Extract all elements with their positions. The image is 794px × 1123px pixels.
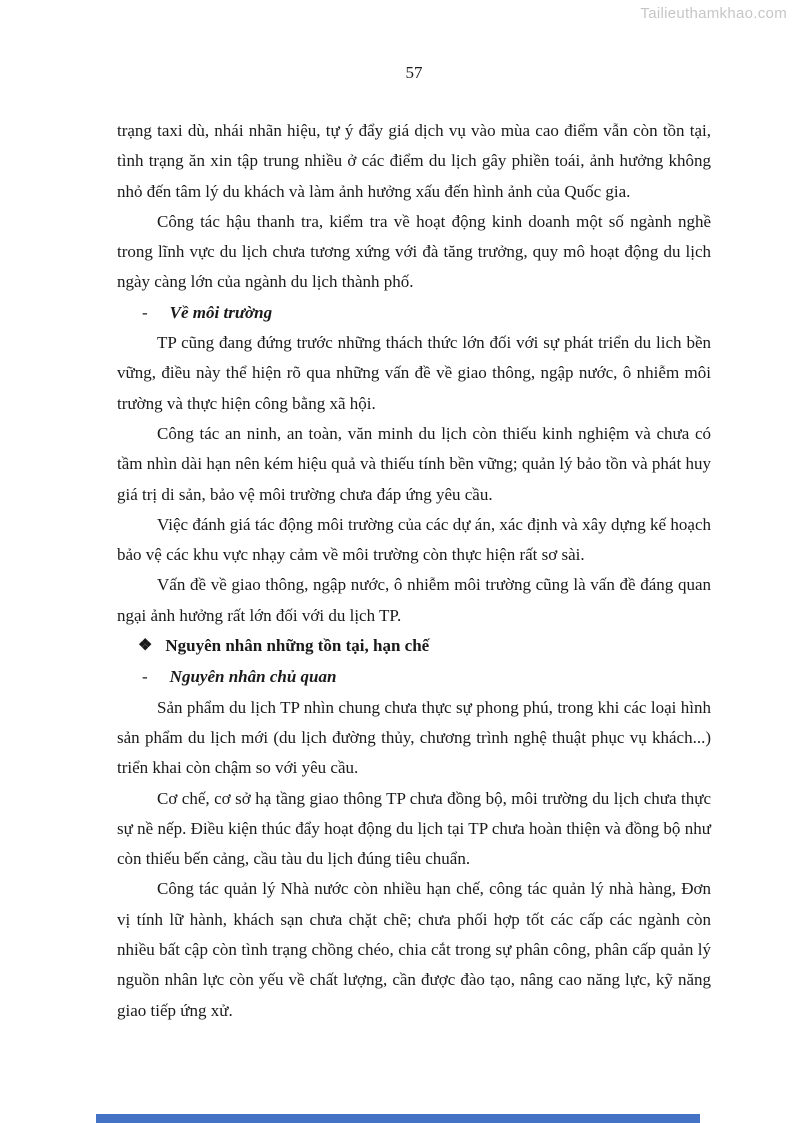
paragraph: Cơ chế, cơ sở hạ tầng giao thông TP chưa đồng bộ, môi trường du lịch chưa thực sự nề nếp. Điều kiện thúc đẩy hoạt động du lịch tại TP chưa hoàn thiện và đồng bộ như còn thiếu bến cảng, cầu tàu du lịch đúng tiêu chuẩn.: [117, 788, 711, 869]
paragraph: TP cũng đang đứng trước những thách thức lớn đối với sự phát triển du lich bền vững, điều này thể hiện rõ qua những vấn đề về giao thông, ngập nước, ô nhiễm môi trường và thực hiện công bằng xã hội.: [117, 333, 711, 413]
paragraph: Công tác hậu thanh tra, kiểm tra về hoạt động kinh doanh một số ngành nghề trong lĩnh vực du lịch chưa tương xứng với đà tăng trưởng, quy mô hoạt động du lịch ngày càng lớn của ngành du lịch thành phố.: [117, 211, 711, 292]
diamond-bullet-icon: ❖: [138, 637, 153, 655]
paragraph: trạng taxi dù, nhái nhãn hiệu, tự ý đẩy giá dịch vụ vào mùa cao điểm vẫn còn tồn tại, tình trạng ăn xin tập trung nhiều ở các điểm du lịch gây phiền toái, ảnh hưởng không nhỏ đến tâm lý du khách và làm ảnh hưởng xấu đến hình ảnh của Quốc gia.: [117, 121, 711, 201]
watermark: Tailieuthamkhao.com: [640, 5, 787, 22]
dash-bullet-icon: -: [142, 667, 148, 687]
section-heading: [117, 631, 711, 662]
paragraph: Việc đánh giá tác động môi trường của các dự án, xác định và xây dựng kế hoạch bảo vệ các khu vực nhạy cảm về môi trường còn thực hiện rất sơ sài.: [117, 514, 711, 565]
section-heading-label: Nguyên nhân những tồn tại, hạn chế: [165, 636, 430, 656]
dash-bullet-icon: -: [142, 302, 148, 322]
list-item-heading: [117, 298, 711, 328]
footer-bar: [96, 1114, 700, 1123]
list-item-label: Nguyên nhân chủ quan: [169, 667, 337, 687]
paragraph: Vấn đề về giao thông, ngập nước, ô nhiễm môi trường cũng là vấn đề đáng quan ngại ảnh hưởng rất lớn đối với du lịch TP.: [117, 575, 711, 625]
paragraph: Sản phẩm du lịch TP nhìn chung chưa thực sự phong phú, trong khi các loại hình sản phẩm du lịch mới (du lịch đường thủy, chương trình nghệ thuật phục vụ khách...) triển khai còn chậm so với yêu cầu.: [117, 697, 711, 778]
paragraph: Công tác quản lý Nhà nước còn nhiều hạn chế, công tác quản lý nhà hàng, Đơn vị tính lữ hành, khách sạn chưa chặt chẽ; chưa phối hợp tốt các cấp các ngành còn nhiều bất cập còn tình trạng chồng chéo, chia cắt trong sự phân công, phân cấp quản lý nguồn nhân lực còn yếu về chất lượng, cần được đào tạo, nâng cao năng lực, kỹ năng giao tiếp ứng xử.: [117, 879, 711, 1020]
paragraph: Công tác an ninh, an toàn, văn minh du lịch còn thiếu kinh nghiệm và chưa có tầm nhìn dài hạn nên kém hiệu quả và thiếu tính bền vững; quản lý bảo tồn và phát huy giá trị di sản, bảo vệ môi trường chưa đáp ứng yêu cầu.: [117, 423, 711, 504]
list-item-heading: [117, 662, 711, 692]
page-number: 57: [405, 63, 423, 82]
list-item-label: Về môi trường: [169, 302, 273, 322]
page-body-text: [117, 116, 711, 1026]
